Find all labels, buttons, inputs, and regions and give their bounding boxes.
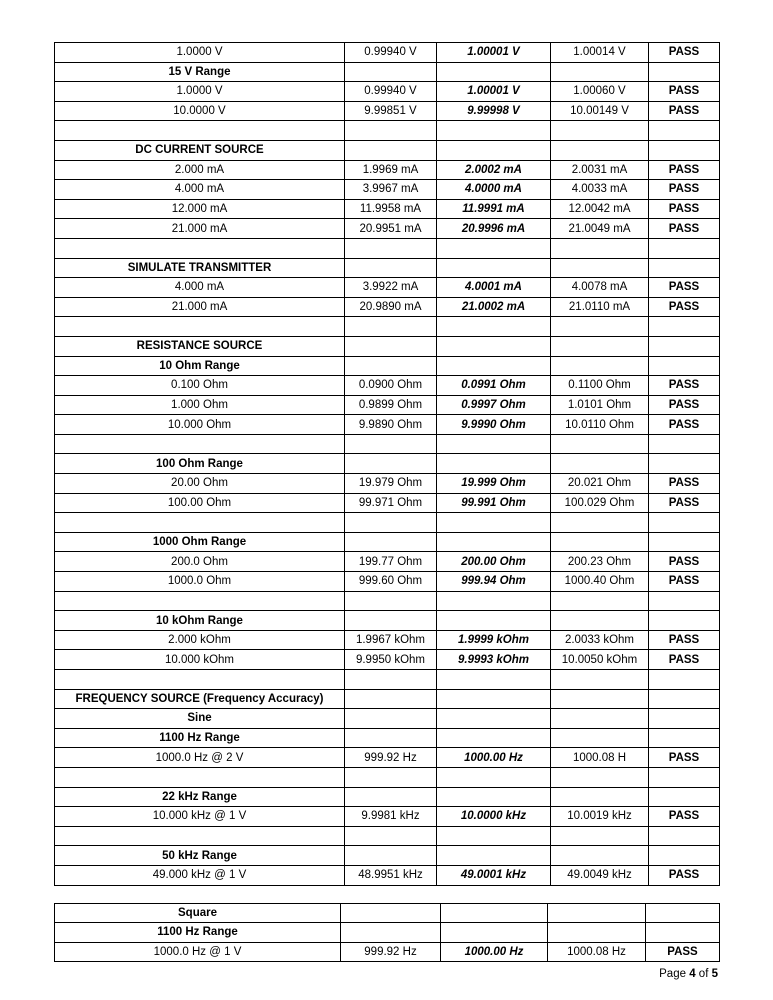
lower-limit-cell: 48.9951 kHz [345, 865, 437, 885]
upper-limit-cell: 49.0049 kHz [551, 865, 649, 885]
result-cell: PASS [649, 278, 720, 298]
empty-cell [345, 238, 437, 258]
upper-limit-cell: 100.029 Ohm [551, 493, 649, 513]
section-heading: RESISTANCE SOURCE [55, 336, 345, 356]
table-row [55, 297, 720, 317]
upper-limit-cell: 2.0033 kOhm [551, 630, 649, 650]
measured-value-cell: 1.9999 kOhm [437, 630, 551, 650]
empty-cell [649, 689, 720, 709]
blank-row [55, 317, 720, 337]
empty-cell [437, 728, 551, 748]
table-row [55, 101, 720, 121]
empty-cell [345, 709, 437, 729]
empty-cell [345, 767, 437, 787]
measured-value-cell: 1.00001 V [437, 43, 551, 63]
nominal-value-cell: 10.000 kHz @ 1 V [55, 807, 345, 827]
result-cell: PASS [646, 942, 720, 961]
table-row [55, 942, 720, 961]
table-row [55, 395, 720, 415]
result-cell: PASS [649, 160, 720, 180]
empty-cell [649, 591, 720, 611]
empty-cell [441, 904, 548, 923]
nominal-value-cell: 10.000 Ohm [55, 415, 345, 435]
lower-limit-cell: 199.77 Ohm [345, 552, 437, 572]
table-row [55, 199, 720, 219]
nominal-value-cell: 10.000 kOhm [55, 650, 345, 670]
lower-limit-cell: 0.9899 Ohm [345, 395, 437, 415]
upper-limit-cell: 21.0049 mA [551, 219, 649, 239]
empty-cell [649, 767, 720, 787]
lower-limit-cell: 19.979 Ohm [345, 474, 437, 494]
empty-cell [341, 923, 441, 942]
measured-value-cell: 200.00 Ohm [437, 552, 551, 572]
empty-cell [551, 532, 649, 552]
section-header-row [55, 532, 720, 552]
result-cell: PASS [649, 572, 720, 592]
upper-limit-cell: 1.00014 V [551, 43, 649, 63]
empty-cell [345, 317, 437, 337]
empty-cell [551, 513, 649, 533]
lower-limit-cell: 11.9958 mA [345, 199, 437, 219]
empty-cell [437, 258, 551, 278]
result-cell: PASS [649, 807, 720, 827]
result-cell: PASS [649, 395, 720, 415]
empty-cell [551, 62, 649, 82]
empty-cell [437, 238, 551, 258]
empty-cell [437, 611, 551, 631]
section-heading: Sine [55, 709, 345, 729]
result-cell: PASS [649, 650, 720, 670]
empty-cell [551, 434, 649, 454]
empty-cell [551, 611, 649, 631]
section-heading: FREQUENCY SOURCE (Frequency Accuracy) [55, 689, 345, 709]
measured-value-cell: 11.9991 mA [437, 199, 551, 219]
nominal-value-cell: 1.0000 V [55, 43, 345, 63]
measured-value-cell: 49.0001 kHz [437, 865, 551, 885]
page-label: Page [659, 968, 686, 980]
section-header-row [55, 336, 720, 356]
table-row [55, 493, 720, 513]
empty-cell [649, 238, 720, 258]
empty-cell [437, 709, 551, 729]
empty-cell [55, 317, 345, 337]
upper-limit-cell: 1.00060 V [551, 82, 649, 102]
table-row [55, 748, 720, 768]
result-cell: PASS [649, 219, 720, 239]
nominal-value-cell: 1000.0 Ohm [55, 572, 345, 592]
empty-cell [345, 258, 437, 278]
empty-cell [55, 591, 345, 611]
empty-cell [437, 434, 551, 454]
section-heading: 22 kHz Range [55, 787, 345, 807]
upper-limit-cell: 200.23 Ohm [551, 552, 649, 572]
measured-value-cell: 1000.00 Hz [437, 748, 551, 768]
nominal-value-cell: 4.000 mA [55, 278, 345, 298]
empty-cell [55, 670, 345, 690]
empty-cell [551, 689, 649, 709]
lower-limit-cell: 3.9922 mA [345, 278, 437, 298]
upper-limit-cell: 4.0078 mA [551, 278, 649, 298]
empty-cell [551, 767, 649, 787]
empty-cell [551, 787, 649, 807]
lower-limit-cell: 99.971 Ohm [345, 493, 437, 513]
section-header-row [55, 258, 720, 278]
result-cell: PASS [649, 199, 720, 219]
upper-limit-cell: 2.0031 mA [551, 160, 649, 180]
empty-cell [55, 826, 345, 846]
page-number: 4 [689, 968, 696, 980]
empty-cell [345, 434, 437, 454]
empty-cell [649, 611, 720, 631]
section-header-row [55, 356, 720, 376]
nominal-value-cell: 49.000 kHz @ 1 V [55, 865, 345, 885]
empty-cell [649, 532, 720, 552]
result-cell: PASS [649, 865, 720, 885]
measured-value-cell: 19.999 Ohm [437, 474, 551, 494]
section-heading: 10 kOhm Range [55, 611, 345, 631]
table-row [55, 572, 720, 592]
lower-limit-cell: 999.92 Hz [341, 942, 441, 961]
upper-limit-cell: 10.0110 Ohm [551, 415, 649, 435]
section-heading: DC CURRENT SOURCE [55, 140, 345, 160]
empty-cell [437, 670, 551, 690]
lower-limit-cell: 0.0900 Ohm [345, 376, 437, 396]
lower-limit-cell: 0.99940 V [345, 82, 437, 102]
measured-value-cell: 9.9990 Ohm [437, 415, 551, 435]
upper-limit-cell: 10.0050 kOhm [551, 650, 649, 670]
nominal-value-cell: 200.0 Ohm [55, 552, 345, 572]
empty-cell [437, 532, 551, 552]
section-header-row [55, 846, 720, 866]
empty-cell [646, 904, 720, 923]
empty-cell [649, 728, 720, 748]
lower-limit-cell: 3.9967 mA [345, 180, 437, 200]
measured-value-cell: 9.9993 kOhm [437, 650, 551, 670]
table-row [55, 82, 720, 102]
lower-limit-cell: 0.99940 V [345, 43, 437, 63]
blank-row [55, 767, 720, 787]
table-row [55, 160, 720, 180]
result-cell: PASS [649, 493, 720, 513]
empty-cell [551, 728, 649, 748]
empty-cell [437, 767, 551, 787]
empty-cell [551, 356, 649, 376]
section-heading: 1100 Hz Range [55, 728, 345, 748]
empty-cell [649, 709, 720, 729]
measured-value-cell: 99.991 Ohm [437, 493, 551, 513]
empty-cell [551, 258, 649, 278]
empty-cell [345, 611, 437, 631]
empty-cell [341, 904, 441, 923]
empty-cell [345, 728, 437, 748]
lower-limit-cell: 999.60 Ohm [345, 572, 437, 592]
empty-cell [55, 121, 345, 141]
measured-value-cell: 999.94 Ohm [437, 572, 551, 592]
empty-cell [345, 689, 437, 709]
measured-value-cell: 0.0991 Ohm [437, 376, 551, 396]
upper-limit-cell: 10.0019 kHz [551, 807, 649, 827]
blank-row [55, 513, 720, 533]
nominal-value-cell: 100.00 Ohm [55, 493, 345, 513]
section-header-row [55, 904, 720, 923]
empty-cell [437, 336, 551, 356]
empty-cell [345, 454, 437, 474]
empty-cell [649, 670, 720, 690]
upper-limit-cell: 4.0033 mA [551, 180, 649, 200]
empty-cell [551, 709, 649, 729]
measured-value-cell: 4.0001 mA [437, 278, 551, 298]
section-header-row [55, 140, 720, 160]
empty-cell [345, 591, 437, 611]
section-header-row [55, 689, 720, 709]
table-row [55, 278, 720, 298]
section-header-row [55, 454, 720, 474]
empty-cell [437, 140, 551, 160]
empty-cell [551, 846, 649, 866]
section-header-row [55, 923, 720, 942]
nominal-value-cell: 1000.0 Hz @ 2 V [55, 748, 345, 768]
empty-cell [551, 826, 649, 846]
empty-cell [646, 923, 720, 942]
nominal-value-cell: 21.000 mA [55, 297, 345, 317]
measured-value-cell: 1.00001 V [437, 82, 551, 102]
lower-limit-cell: 20.9890 mA [345, 297, 437, 317]
empty-cell [441, 923, 548, 942]
empty-cell [551, 238, 649, 258]
section-header-row [55, 62, 720, 82]
result-cell: PASS [649, 415, 720, 435]
table-row [55, 43, 720, 63]
empty-cell [551, 670, 649, 690]
blank-row [55, 238, 720, 258]
section-header-row [55, 787, 720, 807]
empty-cell [345, 846, 437, 866]
empty-cell [649, 787, 720, 807]
empty-cell [437, 826, 551, 846]
section-heading: 1000 Ohm Range [55, 532, 345, 552]
table-row [55, 415, 720, 435]
section-heading: SIMULATE TRANSMITTER [55, 258, 345, 278]
result-cell: PASS [649, 748, 720, 768]
measured-value-cell: 9.99998 V [437, 101, 551, 121]
result-cell: PASS [649, 82, 720, 102]
nominal-value-cell: 20.00 Ohm [55, 474, 345, 494]
nominal-value-cell: 12.000 mA [55, 199, 345, 219]
empty-cell [437, 513, 551, 533]
square-wave-results-table [54, 903, 720, 962]
section-heading: 15 V Range [55, 62, 345, 82]
section-heading: 1100 Hz Range [55, 923, 341, 942]
empty-cell [55, 767, 345, 787]
empty-cell [551, 336, 649, 356]
measured-value-cell: 2.0002 mA [437, 160, 551, 180]
result-cell: PASS [649, 474, 720, 494]
empty-cell [437, 454, 551, 474]
upper-limit-cell: 12.0042 mA [551, 199, 649, 219]
lower-limit-cell: 9.99851 V [345, 101, 437, 121]
empty-cell [437, 846, 551, 866]
table-row [55, 376, 720, 396]
measured-value-cell: 21.0002 mA [437, 297, 551, 317]
lower-limit-cell: 1.9969 mA [345, 160, 437, 180]
nominal-value-cell: 1.0000 V [55, 82, 345, 102]
empty-cell [437, 62, 551, 82]
upper-limit-cell: 1000.40 Ohm [551, 572, 649, 592]
empty-cell [55, 434, 345, 454]
empty-cell [649, 826, 720, 846]
table-row [55, 552, 720, 572]
empty-cell [551, 591, 649, 611]
empty-cell [437, 787, 551, 807]
section-heading: Square [55, 904, 341, 923]
table-row [55, 650, 720, 670]
result-cell: PASS [649, 43, 720, 63]
nominal-value-cell: 1.000 Ohm [55, 395, 345, 415]
empty-cell [649, 121, 720, 141]
table-row [55, 807, 720, 827]
empty-cell [649, 454, 720, 474]
empty-cell [345, 62, 437, 82]
measured-value-cell: 20.9996 mA [437, 219, 551, 239]
empty-cell [649, 317, 720, 337]
lower-limit-cell: 9.9890 Ohm [345, 415, 437, 435]
measured-value-cell: 10.0000 kHz [437, 807, 551, 827]
section-heading: 100 Ohm Range [55, 454, 345, 474]
empty-cell [548, 923, 646, 942]
empty-cell [55, 513, 345, 533]
upper-limit-cell: 10.00149 V [551, 101, 649, 121]
empty-cell [551, 454, 649, 474]
result-cell: PASS [649, 630, 720, 650]
nominal-value-cell: 0.100 Ohm [55, 376, 345, 396]
empty-cell [649, 434, 720, 454]
empty-cell [649, 513, 720, 533]
measured-value-cell: 0.9997 Ohm [437, 395, 551, 415]
nominal-value-cell: 2.000 kOhm [55, 630, 345, 650]
blank-row [55, 591, 720, 611]
table-row [55, 630, 720, 650]
upper-limit-cell: 1000.08 Hz [548, 942, 646, 961]
empty-cell [551, 121, 649, 141]
table-row [55, 180, 720, 200]
lower-limit-cell: 999.92 Hz [345, 748, 437, 768]
empty-cell [345, 513, 437, 533]
measured-value-cell: 4.0000 mA [437, 180, 551, 200]
of-label: of [698, 968, 709, 980]
blank-row [55, 826, 720, 846]
page-total: 5 [711, 968, 718, 980]
empty-cell [649, 846, 720, 866]
lower-limit-cell: 20.9951 mA [345, 219, 437, 239]
table-row [55, 474, 720, 494]
empty-cell [649, 62, 720, 82]
table-row [55, 865, 720, 885]
section-heading: 10 Ohm Range [55, 356, 345, 376]
section-header-row [55, 709, 720, 729]
blank-row [55, 434, 720, 454]
empty-cell [345, 826, 437, 846]
empty-cell [55, 238, 345, 258]
calibration-results-table [54, 42, 720, 886]
empty-cell [345, 356, 437, 376]
table-row [55, 219, 720, 239]
empty-cell [437, 317, 551, 337]
empty-cell [345, 140, 437, 160]
upper-limit-cell: 0.1100 Ohm [551, 376, 649, 396]
empty-cell [345, 787, 437, 807]
measured-value-cell: 1000.00 Hz [441, 942, 548, 961]
blank-row [55, 670, 720, 690]
section-header-row [55, 728, 720, 748]
section-heading: 50 kHz Range [55, 846, 345, 866]
nominal-value-cell: 21.000 mA [55, 219, 345, 239]
upper-limit-cell: 20.021 Ohm [551, 474, 649, 494]
result-cell: PASS [649, 376, 720, 396]
empty-cell [649, 356, 720, 376]
empty-cell [649, 336, 720, 356]
empty-cell [437, 689, 551, 709]
page-footer [659, 968, 718, 980]
result-cell: PASS [649, 180, 720, 200]
empty-cell [345, 121, 437, 141]
empty-cell [345, 532, 437, 552]
lower-limit-cell: 9.9981 kHz [345, 807, 437, 827]
empty-cell [551, 317, 649, 337]
empty-cell [551, 140, 649, 160]
result-cell: PASS [649, 552, 720, 572]
upper-limit-cell: 1.0101 Ohm [551, 395, 649, 415]
section-header-row [55, 611, 720, 631]
upper-limit-cell: 1000.08 H [551, 748, 649, 768]
empty-cell [345, 670, 437, 690]
result-cell: PASS [649, 297, 720, 317]
lower-limit-cell: 1.9967 kOhm [345, 630, 437, 650]
empty-cell [437, 121, 551, 141]
empty-cell [437, 356, 551, 376]
lower-limit-cell: 9.9950 kOhm [345, 650, 437, 670]
blank-row [55, 121, 720, 141]
empty-cell [649, 258, 720, 278]
empty-cell [437, 591, 551, 611]
upper-limit-cell: 21.0110 mA [551, 297, 649, 317]
nominal-value-cell: 10.0000 V [55, 101, 345, 121]
result-cell: PASS [649, 101, 720, 121]
nominal-value-cell: 2.000 mA [55, 160, 345, 180]
nominal-value-cell: 4.000 mA [55, 180, 345, 200]
empty-cell [345, 336, 437, 356]
empty-cell [548, 904, 646, 923]
nominal-value-cell: 1000.0 Hz @ 1 V [55, 942, 341, 961]
empty-cell [649, 140, 720, 160]
